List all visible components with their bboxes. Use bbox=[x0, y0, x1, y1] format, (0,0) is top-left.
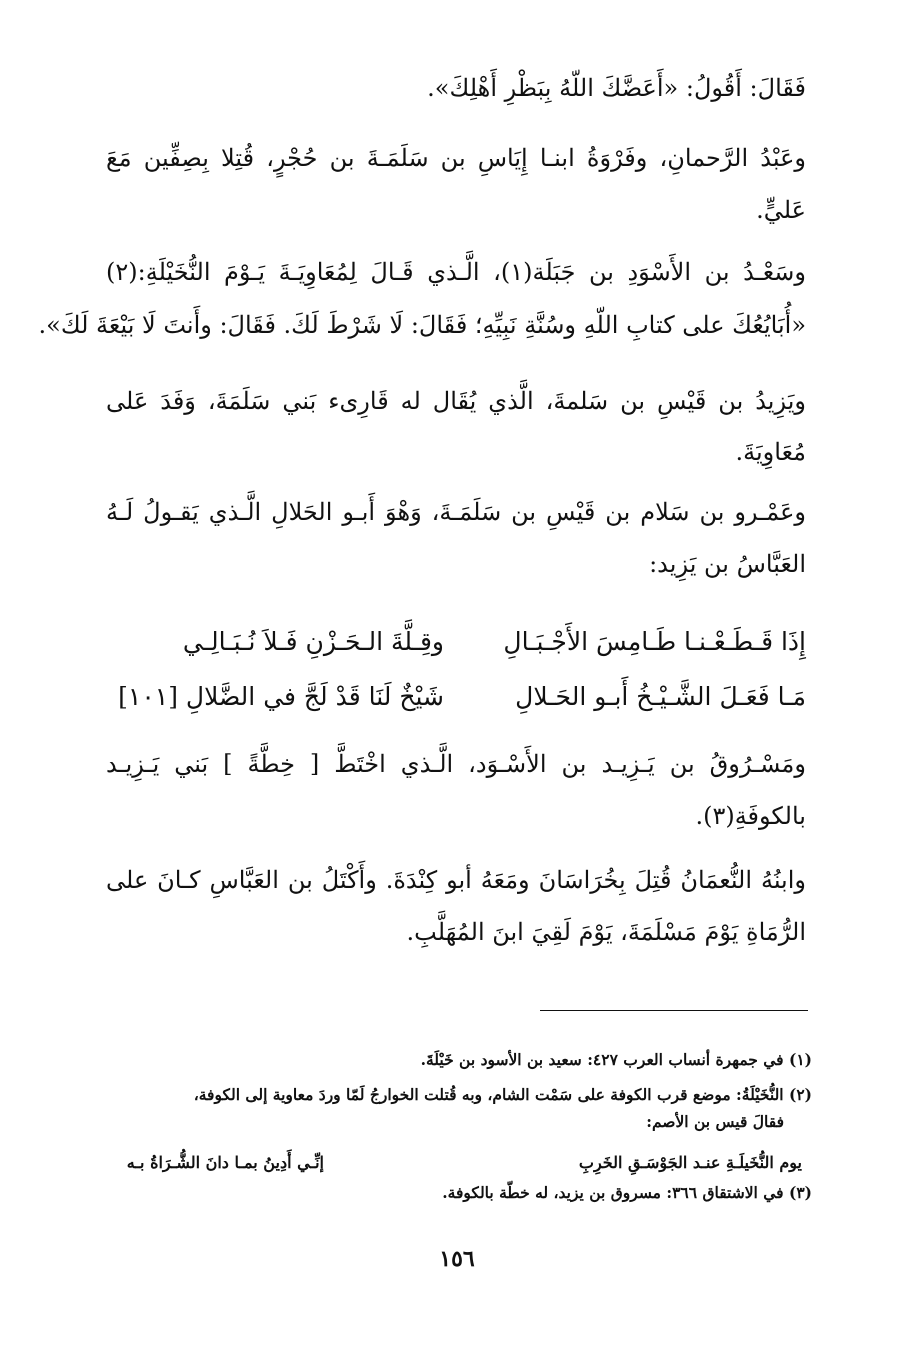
text-line-2: وعَبْدُ الرَّحمانِ، وفَرْوَةُ ابنـا إِيَاسِ بن سَلَمَـةَ بن حُجْرٍ، قُتِلا بِصِفِّين مَعَ bbox=[106, 144, 806, 172]
text-line-8: وعَمْـرو بن سَلام بن قَيْسِ بن سَلَمَـةَ، وَهْوَ أَبـو الحَلالِ الَّـذي يَقـولُ لَـهُ bbox=[106, 498, 806, 526]
verse-1-second-hemistich: وقِـلَّةَ الـحَـزْنِ فَـلاَ نُـبَـالِـي bbox=[182, 627, 444, 656]
verse-2-second-hemistich: شَيْخٌ لَنَا قَدْ لَجَّ في الضَّلالِ [١٠١] bbox=[118, 682, 444, 711]
text-line-1: فَقَالَ: أَقُولُ: «أَعَضَّكَ اللّهُ بِبَظْرِ أَهْلِكَ». bbox=[427, 74, 806, 102]
text-line-11: بالكوفَةِ(٣). bbox=[695, 802, 806, 830]
text-line-13: الرُّمَاةِ يَوْمَ مَسْلَمَةَ، يَوْمَ لَقِيَ ابنَ المُهَلَّبِ. bbox=[406, 918, 806, 946]
text-line-9: العَبَّاسُ بن يَزِيد: bbox=[649, 550, 806, 578]
text-line-12: وابنُهُ النُّعمَانُ قُتِلَ بِخُرَاسَانَ ومَعَهُ أبو كِنْدَةَ. وأَكْتَلُ بن العَبَّاسِ كـانَ على bbox=[106, 866, 806, 894]
text-line-10: ومَسْـرُوقُ بن يَـزِيـد بن الأَسْـوَد، الَّـذي اخْتَطَّ [ خِطَّةً ] بَني يَـزِيـد bbox=[106, 750, 806, 778]
text-line-4: وسَعْـدُ بن الأَسْوَدِ بن جَبَلَة(١)، الَّـذي قَـالَ لِمُعَاوِيَـةَ يَـوْمَ النُّخَيْلَةِ:(٢) bbox=[106, 258, 807, 286]
text-line-7: مُعَاوِيَةَ. bbox=[735, 438, 806, 466]
page-number: ١٥٦ bbox=[439, 1246, 475, 1272]
verse-2-first-hemistich: مَـا فَعَـلَ الشَّـيْـخُ أَبـو الحَـلالِ bbox=[515, 682, 806, 711]
footnote-1: (١) في جمهرة أنساب العرب ٤٢٧: سعيد بن الأسود بن خَيْلَةَ. bbox=[420, 1050, 812, 1069]
footnote-verse-second-hemistich: يوم النُّخَيلَـةِ عنـد الجَوْسَـقِ الخَرِبِ bbox=[578, 1153, 802, 1172]
verse-1-first-hemistich: إِذَا قَـطَـعْـنـا طَـامِسَ الأَجْـبَـالِ bbox=[503, 627, 806, 656]
text-line-3: عَليٍّ. bbox=[756, 196, 806, 224]
footnote-2-continuation: فقالَ قيس بن الأصم: bbox=[646, 1112, 784, 1131]
footnote-3: (٣) في الاشتقاق ٣٦٦: مسروق بن يزيد، له خطّة بالكوفة. bbox=[442, 1183, 812, 1202]
text-line-6: ويَزِيدُ بن قَيْسِ بن سَلمةَ، الَّذي يُقَال له قَارِىء بَني سَلَمَةَ، وَفَدَ عَلى bbox=[106, 387, 806, 415]
text-line-5: «أُبَايُعُكَ على كتابِ اللّهِ وسُنَّةِ نَبِيِّهِ؛ فَقَالَ: لَا شَرْطَ لَكَ. فَقَالَ: وأَنتَ لَا بَيْعَةَ لَكَ». bbox=[38, 311, 806, 339]
footnote-2: (٢) النُّخَيْلَةُ: موضع قرب الكوفة على سَمْت الشام، وبه قُتلت الخوارجُ لَمّا وردَ معاوية إلى الكوفة، bbox=[193, 1085, 812, 1104]
footnote-separator bbox=[540, 1010, 808, 1011]
footnote-verse-first-hemistich: إنِّـي أَدِينُ بمـا دانَ الشُّـرَاةُ بـه bbox=[126, 1153, 324, 1172]
